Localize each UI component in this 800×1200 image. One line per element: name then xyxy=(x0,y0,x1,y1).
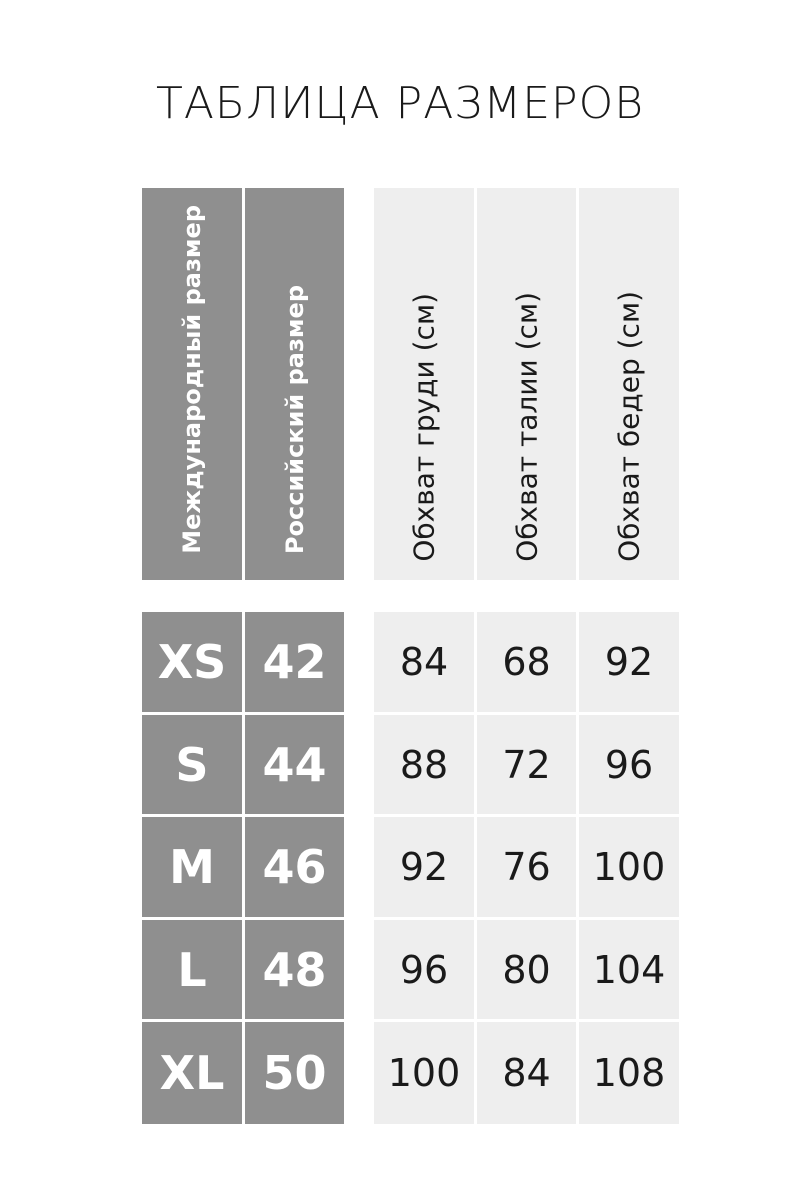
cell-chest: 84 xyxy=(374,612,474,712)
cell-intl-size: L xyxy=(142,920,242,1019)
cell-chest: 92 xyxy=(374,817,474,917)
header-russian-label: Российский размер xyxy=(280,284,309,554)
header-chest-label: Обхват груди (см) xyxy=(407,293,441,562)
cell-ru-size: 46 xyxy=(245,817,344,917)
header-russian-size xyxy=(245,188,344,580)
cell-waist: 80 xyxy=(477,920,576,1019)
header-waist-label: Обхват талии (см) xyxy=(510,292,543,562)
cell-chest: 96 xyxy=(374,920,474,1019)
header-chest xyxy=(374,188,474,580)
cell-hips: 108 xyxy=(579,1022,679,1124)
header-international-size xyxy=(142,188,242,580)
page-title: ТАБЛИЦА РАЗМЕРОВ xyxy=(155,78,645,129)
cell-chest: 88 xyxy=(374,715,474,814)
cell-waist: 68 xyxy=(477,612,576,712)
header-hips xyxy=(579,188,679,580)
header-hips-label: Обхват бедер (см) xyxy=(612,291,646,562)
cell-hips: 100 xyxy=(579,817,679,917)
cell-hips: 92 xyxy=(579,612,679,712)
cell-ru-size: 42 xyxy=(245,612,344,712)
cell-waist: 84 xyxy=(477,1022,576,1124)
cell-hips: 104 xyxy=(579,920,679,1019)
cell-ru-size: 50 xyxy=(245,1022,344,1124)
cell-ru-size: 44 xyxy=(245,715,344,814)
header-waist xyxy=(477,188,576,580)
header-international-label: Международный размер xyxy=(178,205,206,554)
cell-ru-size: 48 xyxy=(245,920,344,1019)
cell-waist: 72 xyxy=(477,715,576,814)
cell-intl-size: XL xyxy=(142,1022,242,1124)
cell-intl-size: S xyxy=(142,715,242,814)
cell-chest: 100 xyxy=(374,1022,474,1124)
cell-intl-size: M xyxy=(142,817,242,917)
cell-hips: 96 xyxy=(579,715,679,814)
cell-waist: 76 xyxy=(477,817,576,917)
cell-intl-size: XS xyxy=(142,612,242,712)
